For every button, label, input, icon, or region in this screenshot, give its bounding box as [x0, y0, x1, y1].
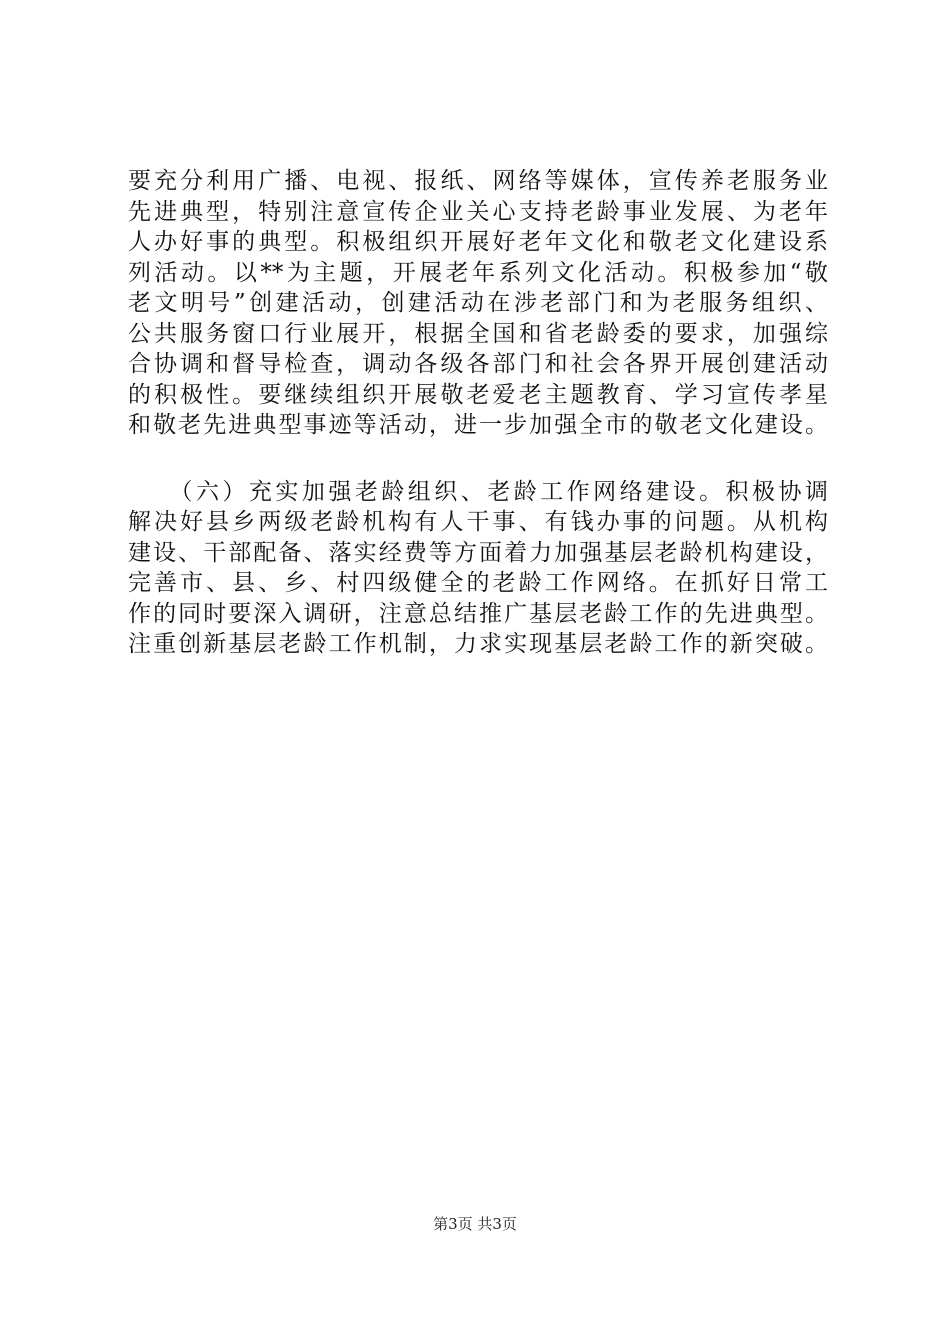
paragraph-1 [128, 166, 828, 441]
document-body [128, 166, 828, 660]
text-line: （六）充实加强老龄组织、老龄工作网络建设。积极协调 [128, 478, 828, 505]
paragraph-2 [128, 477, 828, 660]
text-line: 建设、干部配备、落实经费等方面着力加强基层老龄机构建设， [128, 539, 828, 566]
text-line: 和敬老先进典型事迹等活动，进一步加强全市的敬老文化建设。 [128, 412, 828, 438]
text-line: 的积极性。要继续组织开展敬老爱老主题教育、学习宣传孝星 [128, 381, 828, 408]
paragraph-spacer [128, 441, 828, 477]
text-line: 列活动。以**为主题，开展老年系列文化活动。积极参加“敬 [128, 259, 828, 286]
text-line: 人办好事的典型。积极组织开展好老年文化和敬老文化建设系 [128, 229, 828, 255]
page-number-label: 第3页 共3页 [433, 1215, 517, 1233]
text-line: 解决好县乡两级老龄机构有人干事、有钱办事的问题。从机构 [128, 509, 828, 535]
text-line: 注重创新基层老龄工作机制，力求实现基层老龄工作的新突破。 [128, 631, 828, 657]
page-footer [0, 1214, 950, 1234]
text-line: 作的同时要深入调研，注意总结推广基层老龄工作的先进典型。 [128, 600, 828, 627]
text-line: 完善市、县、乡、村四级健全的老龄工作网络。在抓好日常工 [128, 570, 828, 596]
text-line: 要充分利用广播、电视、报纸、网络等媒体，宣传养老服务业 [128, 168, 828, 194]
text-line: 先进典型，特别注意宣传企业关心支持老龄事业发展、为老年 [128, 198, 828, 225]
text-line: 老文明号”创建活动，创建活动在涉老部门和为老服务组织、 [128, 290, 828, 316]
text-line: 合协调和督导检查，调动各级各部门和社会各界开展创建活动 [128, 351, 828, 377]
text-line: 公共服务窗口行业展开，根据全国和省老龄委的要求，加强综 [128, 320, 828, 347]
